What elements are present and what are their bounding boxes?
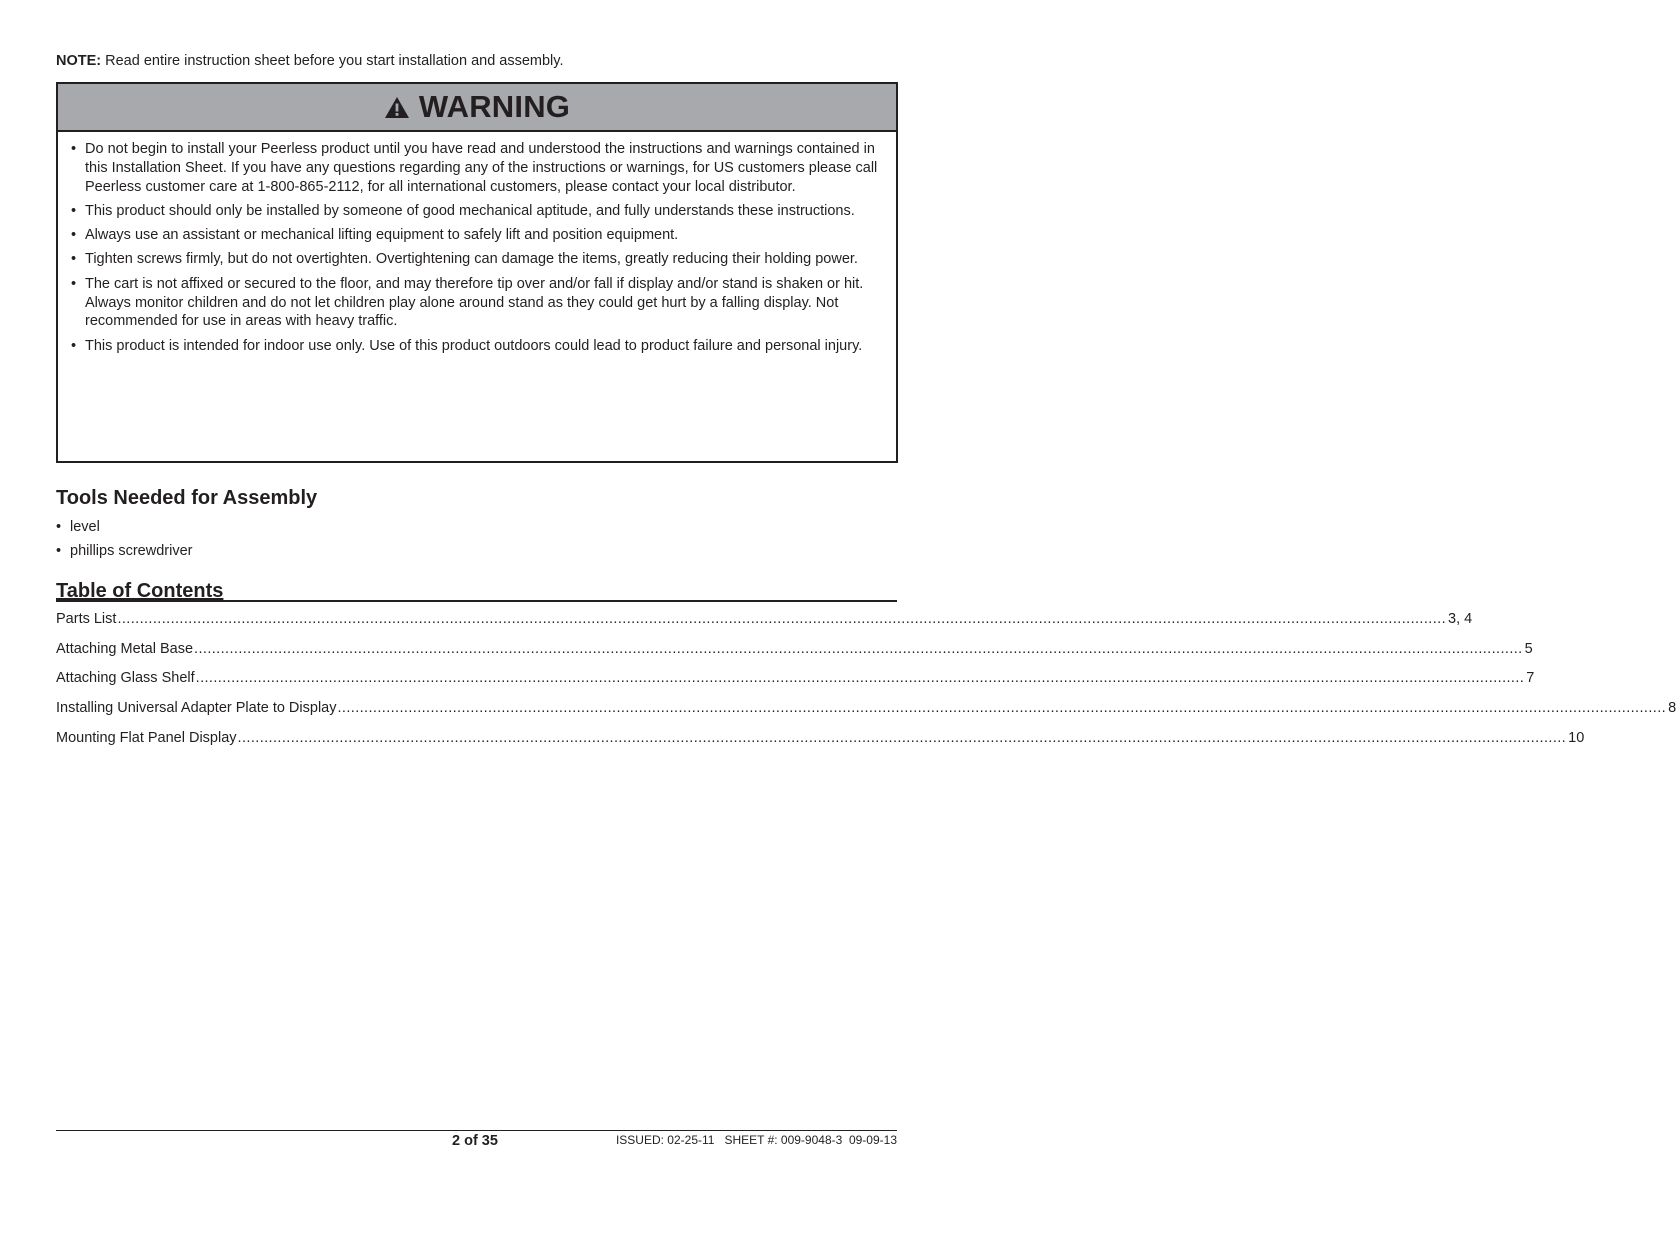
toc-title: Table of Contents xyxy=(56,580,224,602)
warning-header xyxy=(58,84,896,132)
warning-item: • Do not begin to install your Peerless product until you have read and understood the instructions and warnings contained in this Installation Sheet. If you have any questions regarding any of the instructions or warnings, for US customers please call Peerless customer care at 1-800-865-2112, for all international customers, please contact your local distributor. xyxy=(71,141,878,195)
issued-info: ISSUED: 02-25-11 SHEET #: 009-9048-3 09-09-13 xyxy=(615,1133,897,1147)
tool-item: • level xyxy=(56,519,100,535)
warning-item: • This product is intended for indoor use only. Use of this product outdoors could lead to product failure and personal injury. xyxy=(71,337,863,354)
toc-leader-dots: ............................................................................................................................................................................................................................................................................................................ xyxy=(237,729,1567,746)
toc-header xyxy=(56,578,897,602)
toc-entry[interactable]: Mounting Flat Panel Display ............................................................................................................................................................................................................................................................................................................ 10 xyxy=(56,729,1585,746)
toc-leader-dots: ............................................................................................................................................................................................................................................................................................................ xyxy=(195,670,1525,687)
page-number: 2 of 35 xyxy=(452,1133,498,1149)
warning-box xyxy=(56,82,898,463)
note-label: NOTE: xyxy=(56,53,102,69)
tools-title: Tools Needed for Assembly xyxy=(56,487,318,509)
warning-item: • This product should only be installed by someone of good mechanical aptitude, and fully understands these instructions. xyxy=(71,202,855,219)
toc-leader-dots: ............................................................................................................................................................................................................................................................................................................ xyxy=(194,640,1523,657)
note xyxy=(56,53,563,69)
tools-list xyxy=(56,515,192,563)
tool-item: • phillips screwdriver xyxy=(56,543,193,559)
toc-entry[interactable]: Attaching Metal Base ............................................................................................................................................................................................................................................................................................................ 5 xyxy=(56,640,1533,657)
warning-title: WARNING xyxy=(418,89,571,124)
footer-rule xyxy=(56,1130,897,1131)
toc-entry[interactable]: Attaching Glass Shelf ............................................................................................................................................................................................................................................................................................................ 7 xyxy=(56,670,1535,687)
toc-entry[interactable]: Installing Universal Adapter Plate to Display ............................................................................................................................................................................................................................................................................................................ 8 xyxy=(56,700,1676,717)
warning-triangle-icon xyxy=(384,96,410,119)
warning-item: • Always use an assistant or mechanical lifting equipment to safely lift and position equipment. xyxy=(71,227,679,244)
note-text: Read entire instruction sheet before you start installation and assembly. xyxy=(101,53,564,69)
toc-leader-dots: ............................................................................................................................................................................................................................................................................................................ xyxy=(117,611,1447,627)
toc-leader-dots: ............................................................................................................................................................................................................................................................................................................ xyxy=(337,700,1667,717)
toc-entry[interactable]: Parts List ............................................................................................................................................................................................................................................................................................................ 3, 4 xyxy=(56,611,1473,627)
table-of-contents xyxy=(56,611,1676,759)
warning-list xyxy=(58,132,896,355)
warning-item: • The cart is not affixed or secured to the floor, and may therefore tip over and/or fall if display and/or stand is shaken or hit. Always monitor children and do not let children play alone around stand as they could get hurt by a falling display. Not recommended for use in areas with heavy traffic. xyxy=(71,275,864,330)
warning-item: • Tighten screws firmly, but do not overtighten. Overtightening can damage the items, greatly reducing their holding power. xyxy=(71,251,858,268)
